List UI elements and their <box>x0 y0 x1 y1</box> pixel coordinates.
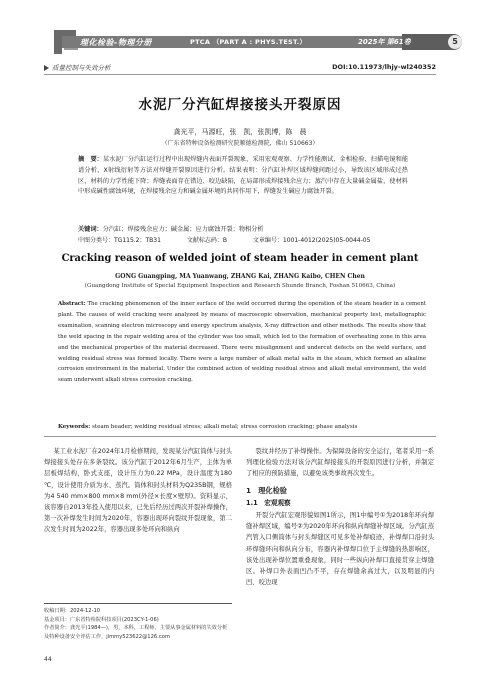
issue-badge: 5 <box>448 35 462 49</box>
abstract-chinese <box>78 155 408 198</box>
document-code: 文献标志码：B <box>186 237 227 244</box>
keywords-en-label: Keywords: <box>58 424 91 430</box>
affiliation-english: (Guangdong Institute of Special Equipment Inspection and Research Shunde Branch, Foshan 510663, China) <box>84 283 396 289</box>
keywords-chinese <box>78 224 408 233</box>
article-category: 质量控制与失效分析 <box>52 64 111 72</box>
body-paragraph: 某工业水泥厂在2024年1月检修期间，发现某分汽缸筒体与封头焊接接头处存在多条裂纹。该分汽缸于2012年6月生产，主体为单层板焊结构，卧式支座，设计压力为0.22 MPa，设计温度为180 ℃，设计使用介质为水、蒸汽。筒体和封头材料为Q235B钢，规格为4 540 mm×800 mm×8 mm(外径×长度×壁厚)。资料显示，该容器自2013年投入使用以来，已先后经历过两次开裂补焊操作，第一次补焊发生时间为2020年，容器出现环向裂纹开裂现象，第二次发生时间为2022年，容器出现多处环向和纵向 <box>44 448 232 534</box>
title-english: Cracking reason of welded joint of steam header in cement plant <box>61 253 419 264</box>
keywords-english <box>58 424 426 430</box>
divider <box>44 436 436 437</box>
received-date: 收稿日期：2024-12-10 <box>44 608 101 614</box>
abstract-en-text: The cracking phenomenon of the inner surface of the weld occurred during the operation of the steam header in a cement plant. The causes of weld cracking were analyzed by means of macroscopic observation, mechanical property test, metallographic examination, scanning electron microscopy and energy spectrum analysis, X-ray diffraction and other methods. The results show that the weld spacing in the repair welding area of the cylinder was too small, which led to the formation of overheating zone in this area and the mechanical properties of the material decreased. There were misalignment and undercut defects on the weld surface, and welding residual stress was formed locally. There were a large number of alkali metal salts in the steam, which formed an alkaline corrosion environment in the material. Under the combined action of welding residual stress and alkali metal environment, the weld seam underwent alkali stress corrosion cracking. <box>58 301 426 384</box>
authors-english: GONG Guangping, MA Yuanwang, ZHANG Kai, ZHANG Kaibo, CHEN Chen <box>115 273 365 280</box>
title-chinese: 水泥厂分汽缸焊接接头开裂原因 <box>138 97 342 113</box>
abstract-en-label: Abstract: <box>58 301 86 307</box>
footnote <box>44 603 232 641</box>
author-bio: 作者简介：龚光平(1984—)，男，本科，工程师，主要从事金属材料的失效分析及特种设备安全评估工作，jimmy523622@126.com <box>44 625 228 640</box>
affiliation-chinese: （广东省特种设备检测研究院顺德检测院，佛山 510663） <box>161 140 319 147</box>
abstract-cn-label: 摘 要： <box>78 156 103 163</box>
classification-row <box>78 235 394 244</box>
authors-chinese: 龚光平，马源旺，张 凯，张凯博，陈 晨 <box>173 128 307 136</box>
article-number: 文章编号：1001-4012(2025)05-0044-05 <box>252 237 371 244</box>
triangle-icon <box>44 65 49 71</box>
body-paragraph: 裂纹并经历了补焊操作。为保障设备的安全运行，笔者采用一系列理化检验方法对该分汽缸焊接接头的开裂原因进行分析，并制定了相应的预防措施，以避免该类事故再次发生。 <box>246 448 434 478</box>
abstract-cn-text: 某水泥厂分汽缸运行过程中出现焊缝内表面开裂现象，采用宏观观察、力学性能测试、金相检验、扫描电镜和能谱分析、X射线衍射等方法对焊缝开裂原因进行分析。结果表明：分汽缸补焊区域焊缝间距过小，导致该区域形成过热区，材料的力学性能下降；焊缝表面存在错边、咬边缺陷，在局部形成焊接残余应力；蒸汽中存在大量碱金属盐，使材料中形成碱性腐蚀环境，在焊接残余应力和碱金属环境的共同作用下，焊缝发生碱应力腐蚀开裂。 <box>78 156 409 196</box>
section-heading: 1 理化检验 <box>246 485 287 495</box>
clc-number: 中图分类号：TG115.2；TB31 <box>78 237 161 244</box>
subsection-heading: 1.1 宏观观察 <box>246 498 291 507</box>
body-left-column <box>44 446 232 536</box>
keywords-en-text: steam header; welding residual stress; alkali metal; stress corrosion cracking; phase analysis <box>91 424 358 430</box>
body-paragraph: 开裂分汽缸宏观形貌如图1所示，图1中编号①为2018年环向焊缝补焊区域，编号②为2020年环向和纵向焊缝补焊区域。分汽缸蒸汽管入口侧筒体与封头焊缝区可见多处补焊痕迹，补焊焊口沿封头环焊缝环向和纵向分布，容器内补焊焊口位于主焊缝的热影响区，该处出现补焊位置重叠现象，同时一些纵向补焊口直接贯穿主焊缝区。补焊口外表面凹凸不平，存在焊缝余高过大，以及明显的内凹、咬边现 <box>246 512 434 587</box>
journal-header <box>0 28 480 54</box>
section-name: 理化检验-物理分册 <box>80 38 152 47</box>
keywords-cn-label: 关键词： <box>78 226 103 233</box>
abstract-english <box>58 299 426 386</box>
page-number: 44 <box>44 656 52 663</box>
subheader <box>44 62 436 75</box>
doi: DOI:10.11973/lhjy-wl240352 <box>332 63 436 71</box>
fund-info: 基金项目：广东省特检院科技项目(2023CY-1-06) <box>44 616 159 623</box>
year-volume: 2025年 第61卷 <box>358 38 411 46</box>
journal-name: PTCA （PART A : PHYS.TEST.） <box>190 38 307 46</box>
keywords-cn-text: 分汽缸；焊接残余应力；碱金属；应力腐蚀开裂；物相分析 <box>102 226 264 233</box>
body-right-column <box>246 446 434 588</box>
